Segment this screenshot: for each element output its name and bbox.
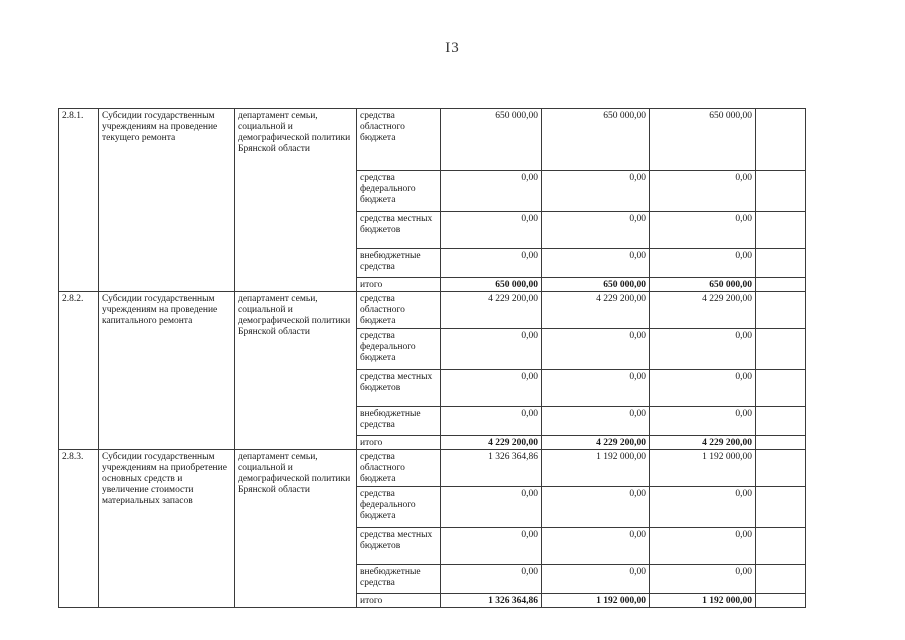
empty-cell: [756, 171, 806, 212]
empty-cell: [756, 109, 806, 171]
amount-year-2: 0,00: [542, 487, 650, 528]
funding-source-label: средства федерального бюджета: [357, 171, 441, 212]
amount-year-1: 0,00: [441, 171, 542, 212]
amount-year-3: 0,00: [650, 329, 756, 370]
empty-cell: [756, 212, 806, 249]
item-code: 2.8.1.: [59, 109, 99, 292]
funding-source-label: итого: [357, 278, 441, 292]
amount-year-1: 0,00: [441, 329, 542, 370]
amount-year-3: 0,00: [650, 407, 756, 436]
funding-source-label: средства местных бюджетов: [357, 528, 441, 565]
amount-year-1: 0,00: [441, 249, 542, 278]
amount-year-2: 0,00: [542, 249, 650, 278]
amount-year-3: 4 229 200,00: [650, 292, 756, 329]
amount-year-1: 0,00: [441, 565, 542, 594]
amount-year-2: 0,00: [542, 171, 650, 212]
amount-year-1: 0,00: [441, 528, 542, 565]
amount-year-3: 1 192 000,00: [650, 594, 756, 608]
amount-year-2: 0,00: [542, 528, 650, 565]
funding-source-label: средства местных бюджетов: [357, 212, 441, 249]
amount-year-3: 0,00: [650, 249, 756, 278]
amount-year-2: 4 229 200,00: [542, 436, 650, 450]
empty-cell: [756, 249, 806, 278]
item-executor: департамент семьи, социальной и демографической политики Брянской области: [235, 292, 357, 450]
budget-table: [58, 108, 806, 608]
item-code: 2.8.3.: [59, 450, 99, 608]
funding-source-label: средства областного бюджета: [357, 109, 441, 171]
item-executor: департамент семьи, социальной и демографической политики Брянской области: [235, 450, 357, 608]
amount-year-2: 0,00: [542, 407, 650, 436]
amount-year-2: 0,00: [542, 329, 650, 370]
source-row: [59, 292, 806, 329]
amount-year-1: 1 326 364,86: [441, 594, 542, 608]
empty-cell: [756, 278, 806, 292]
funding-source-label: средства федерального бюджета: [357, 329, 441, 370]
item-executor: департамент семьи, социальной и демографической политики Брянской области: [235, 109, 357, 292]
amount-year-1: 0,00: [441, 212, 542, 249]
amount-year-3: 0,00: [650, 212, 756, 249]
amount-year-2: 0,00: [542, 212, 650, 249]
amount-year-1: 4 229 200,00: [441, 436, 542, 450]
page-number: I3: [445, 40, 460, 56]
source-row: [59, 109, 806, 171]
funding-source-label: итого: [357, 436, 441, 450]
amount-year-3: 0,00: [650, 565, 756, 594]
amount-year-3: 0,00: [650, 370, 756, 407]
item-title: Субсидии государственным учреждениям на проведение текущего ремонта: [99, 109, 235, 292]
funding-source-label: средства областного бюджета: [357, 450, 441, 487]
empty-cell: [756, 436, 806, 450]
funding-source-label: внебюджетные средства: [357, 249, 441, 278]
empty-cell: [756, 528, 806, 565]
amount-year-3: 4 229 200,00: [650, 436, 756, 450]
amount-year-1: 0,00: [441, 407, 542, 436]
item-title: Субсидии государственным учреждениям на проведение капитального ремонта: [99, 292, 235, 450]
empty-cell: [756, 450, 806, 487]
amount-year-1: 4 229 200,00: [441, 292, 542, 329]
empty-cell: [756, 407, 806, 436]
empty-cell: [756, 370, 806, 407]
amount-year-2: 0,00: [542, 565, 650, 594]
amount-year-3: 650 000,00: [650, 278, 756, 292]
funding-source-label: итого: [357, 594, 441, 608]
amount-year-1: 1 326 364,86: [441, 450, 542, 487]
amount-year-2: 0,00: [542, 370, 650, 407]
funding-source-label: внебюджетные средства: [357, 407, 441, 436]
amount-year-3: 650 000,00: [650, 109, 756, 171]
funding-source-label: внебюджетные средства: [357, 565, 441, 594]
amount-year-3: 0,00: [650, 487, 756, 528]
source-row: [59, 450, 806, 487]
amount-year-1: 0,00: [441, 370, 542, 407]
amount-year-3: 1 192 000,00: [650, 450, 756, 487]
empty-cell: [756, 594, 806, 608]
amount-year-2: 650 000,00: [542, 278, 650, 292]
amount-year-2: 650 000,00: [542, 109, 650, 171]
funding-source-label: средства областного бюджета: [357, 292, 441, 329]
item-code: 2.8.2.: [59, 292, 99, 450]
funding-source-label: средства федерального бюджета: [357, 487, 441, 528]
empty-cell: [756, 565, 806, 594]
item-title: Субсидии государственным учреждениям на приобретение основных средств и увеличение стоимости материальных запасов: [99, 450, 235, 608]
amount-year-2: 1 192 000,00: [542, 450, 650, 487]
amount-year-2: 4 229 200,00: [542, 292, 650, 329]
amount-year-1: 650 000,00: [441, 109, 542, 171]
amount-year-1: 650 000,00: [441, 278, 542, 292]
amount-year-3: 0,00: [650, 171, 756, 212]
funding-source-label: средства местных бюджетов: [357, 370, 441, 407]
empty-cell: [756, 329, 806, 370]
empty-cell: [756, 487, 806, 528]
amount-year-2: 1 192 000,00: [542, 594, 650, 608]
amount-year-3: 0,00: [650, 528, 756, 565]
amount-year-1: 0,00: [441, 487, 542, 528]
empty-cell: [756, 292, 806, 329]
